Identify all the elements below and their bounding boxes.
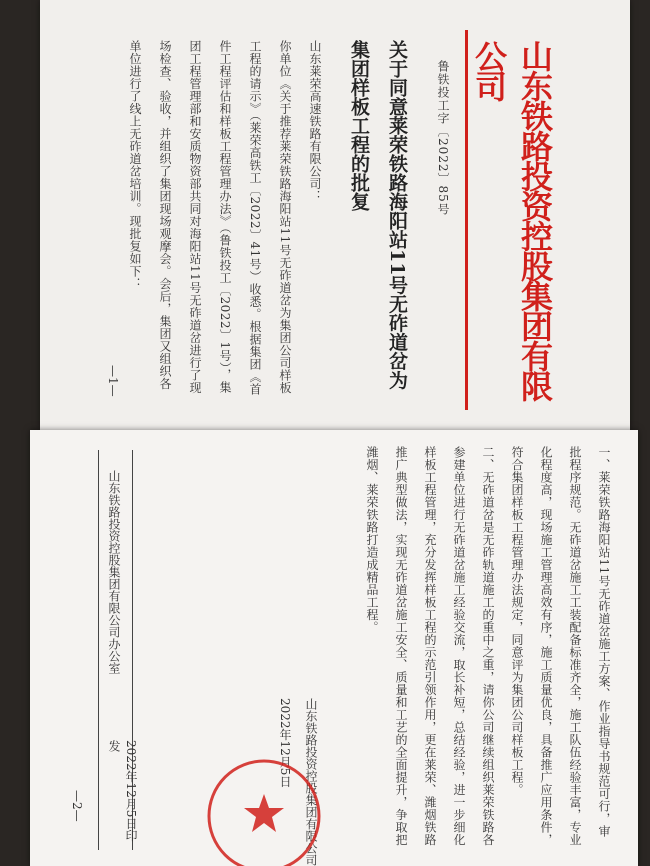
signature-org: 山东铁路投资控股集团有限公司: [304, 698, 318, 866]
footer-office: 山东铁路投资控股集团有限公司办公室: [107, 470, 121, 674]
addressee: 山东莱荣高速铁路有限公司：: [308, 40, 322, 203]
official-seal: [204, 756, 324, 866]
body-paragraph: 你单位《关于推荐莱荣铁路海阳站11号无砟道岔为集团公司样板工程的请示》（莱荣高铁工〔2022〕41号）收悉。根据集团《首件工程评估和样板工程管理办法》（鲁铁投工〔2022〕1号），集团工程管理部和安质物资部共同对海阳站11号无砟道岔进行了现场检查、验收，并组织了集团现场观摩会。会后，集团又组织各单位进行了线上无砟道岔培训。现批复如下：: [128, 40, 292, 396]
issuer-header: 山东铁路投资控股集团有限公司: [470, 40, 554, 400]
document-number: 鲁铁投工字〔2022〕85号: [436, 60, 450, 216]
title-line-2: 集团样板工程的批复: [348, 40, 370, 211]
approval-item-2: 二、无砟道岔是无砟轨道施工的重中之重，请你公司继续组织莱荣铁路各参建单位进行无砟道岔施工经验交流，取长补短，总结经验，进一步细化样板工程管理，充分发挥样板工程的示范引领作用，更在莱荣、潍烟铁路推广典型做法，实现无砟道岔施工安全、质量和工艺的全面提升，争取把潍烟、莱荣铁路打造成精品工程。: [365, 446, 495, 846]
document-page-1: [40, 0, 630, 430]
issuance-footer: [106, 470, 138, 850]
document-title: [340, 40, 416, 389]
footer-rule-left: [98, 450, 99, 850]
title-line-1: 关于同意莱荣铁路海阳站11号无砟道岔为: [386, 40, 408, 390]
page-number: —2—: [70, 790, 84, 822]
footer-date: 2022年12月5日印发: [107, 740, 138, 842]
page-number: —1—: [106, 365, 120, 397]
red-divider: [465, 30, 468, 410]
document-page-2: [30, 430, 638, 866]
approval-item-1: 一、莱荣铁路海阳站11号无砟道岔施工方案、作业指导书规范可行，审批程序规范。无砟道岔施工工装配备标准齐全，施工队伍经验丰富，专业化程度高，现场施工管理高效有序，施工质量优良，具备推广应用条件，符合集团样板工程管理办法规定，同意评为集团公司样板工程。: [510, 446, 611, 846]
body-text: [80, 40, 330, 400]
signature-date: 2022年12月5日: [278, 698, 292, 788]
